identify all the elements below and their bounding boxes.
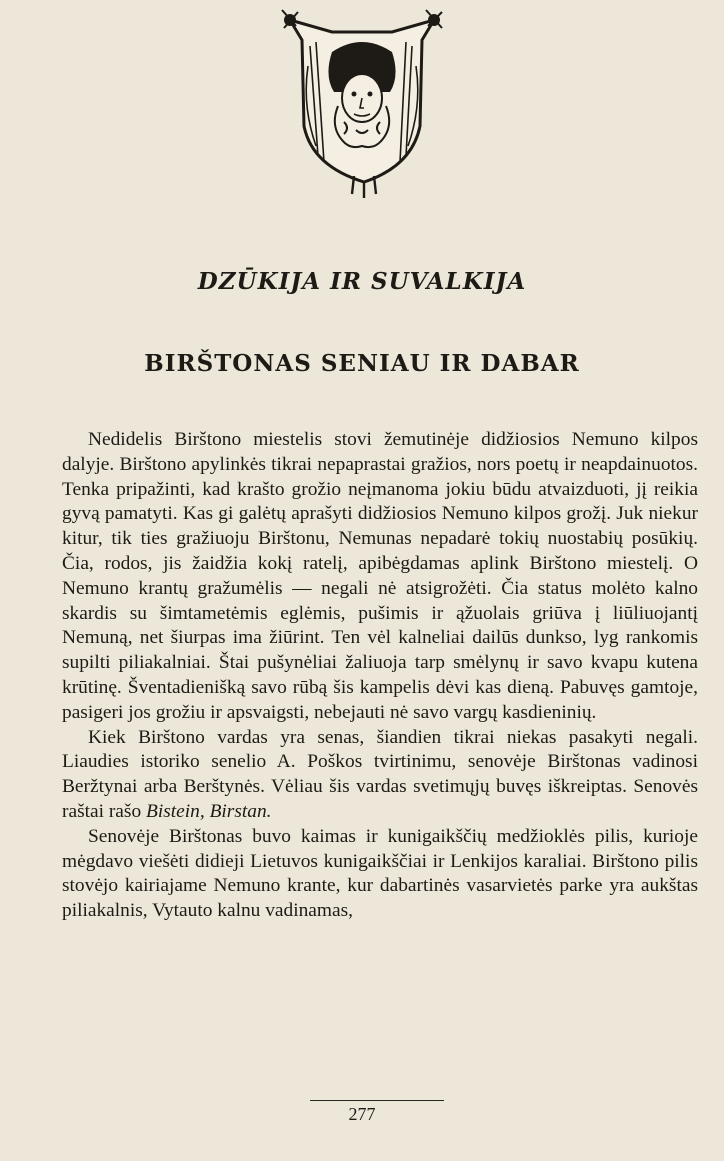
- article-title: BIRŠTONAS SENIAU IR DABAR: [144, 350, 580, 377]
- page-number: 277: [348, 1104, 376, 1124]
- coat-of-arms-icon: [272, 6, 452, 198]
- paragraph: [62, 726, 698, 825]
- article-body: [62, 428, 698, 924]
- paragraph: Senovėje Birštonas buvo kaimas ir kunigaikščių medžioklės pilis, kurioje mėgdavo viešėti didieji Lietuvos kunigaikščiai ir Lenkijos karaliai. Birštono pilis stovėjo kairiajame Nemuno krante, kur dabartinės vasarvietės parke yra aukštas piliakalnis, Vytauto kalnu vadinamas,: [62, 825, 698, 922]
- section-title: DZŪKIJA IR SUVALKIJA: [197, 268, 527, 295]
- paragraph: Nedidelis Birštono miestelis stovi žemutinėje didžiosios Nemuno kilpos dalyje. Birštono apylinkės tikrai nepaprastai gražios, nors poetų ir neapdainuotos. Tenka pripažinti, kad krašto grožio neįmanoma jokiu būdu atvaizduoti, jį reikia gyvą pamatyti. Kas gi galėtų aprašyti didžiosios Nemuno kilpos grožį. Juk niekur kitur, tik ties gražiuoju Birštonu, Nemunas nepadarė tokių nuostabių posūkių. Čia, rodos, jis žaidžia kokį ratelį, apibėgdamas aplink Birštono miestelį. O Nemuno krantų gražumėlis — negali nė atsigrožėti. Čia status molėto kalno skardis su šimtametėmis eglėmis, pušimis ir ąžuolais griūva į liūliuojantį Nemuną, net šiurpas ima žiūrint. Ten vėl kalneliai dailūs dunkso, lyg rankomis supilti piliakalniai. Štai pušynėliai žaliuoja tarp smėlynų ir savo kvapu kutena krūtinę. Šventadienišką savo rūbą šis kampelis dėvi kas dieną. Pabuvęs gamtoje, pasigeri jos grožiu ir apsvaigsti, nebejauti nė savo vargų kasdieninių.: [62, 429, 698, 723]
- footer-rule: [310, 1100, 444, 1101]
- italic-names: Bistein, Birstan.: [146, 800, 272, 822]
- paragraph-text: Kiek Birštono vardas yra senas, šiandien tikrai niekas pasakyti negali. Liaudies istoriko senelio A. Poškos tvirtinimu, senovėje Birštonas vadinosi Beržtynai arba Berštynės. Vėliau šis vardas svetimųjų buvęs iškreiptas. Senovės raštai rašo: [62, 726, 698, 822]
